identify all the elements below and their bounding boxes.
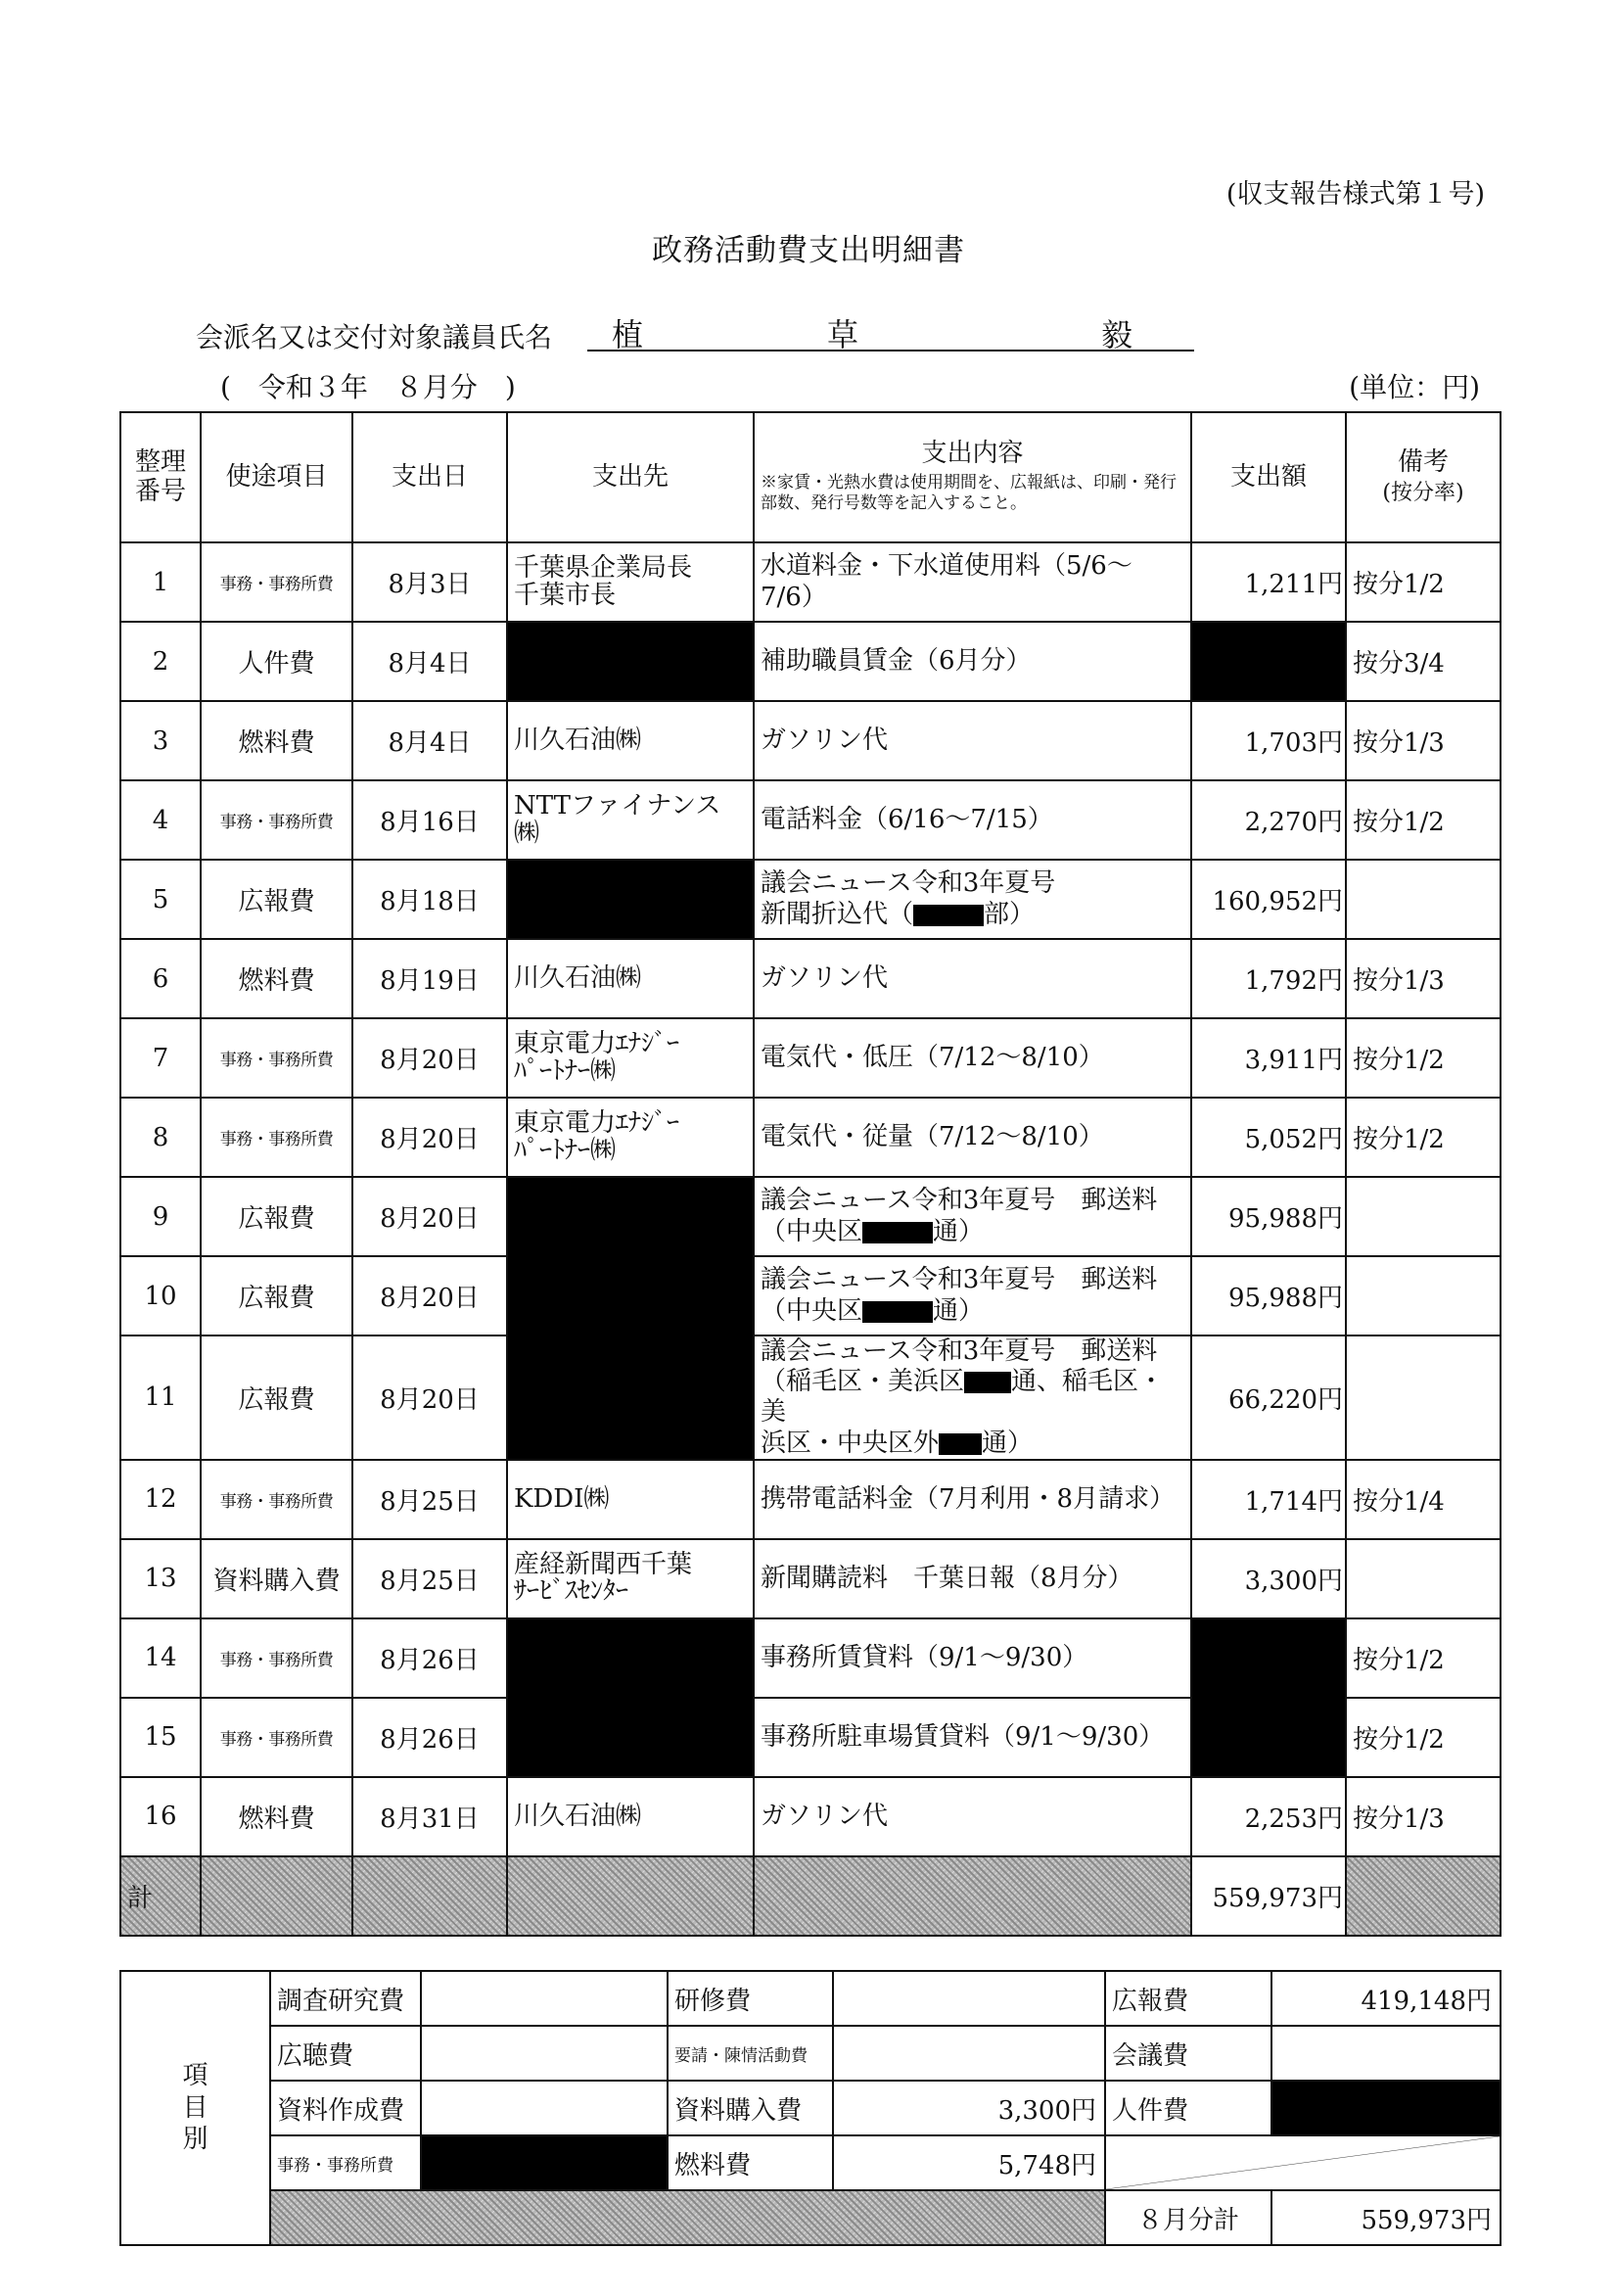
summary-month-total-label: ８月分計: [1105, 2190, 1271, 2245]
row-usage: 資料購入費: [201, 1539, 352, 1618]
total-amount: 559,973円: [1191, 1856, 1346, 1936]
row-number: 12: [120, 1460, 201, 1539]
redacted-payee: [507, 860, 754, 939]
row-usage: 広報費: [201, 1335, 352, 1460]
summary-label-research: 調査研究費: [270, 1971, 421, 2026]
redacted-payee: [507, 1177, 754, 1460]
diagonal-empty-cell: [1105, 2135, 1501, 2190]
row-usage: 事務・事務所費: [201, 1018, 352, 1098]
col-header-usage: 使途項目: [201, 412, 352, 542]
row-amount: 160,952円: [1191, 860, 1346, 939]
row-usage: 広報費: [201, 1177, 352, 1256]
table-row: [120, 542, 1501, 622]
summary-label-fuel: 燃料費: [668, 2135, 833, 2190]
row-description: 新聞購読料 千葉日報（8月分）: [754, 1539, 1191, 1618]
row-description: 事務所駐車場賃貸料（9/1～9/30）: [754, 1698, 1191, 1777]
row-number: 15: [120, 1698, 201, 1777]
row-usage: 人件費: [201, 622, 352, 701]
col-header-note-title: 備考: [1397, 446, 1449, 477]
row-number: 9: [120, 1177, 201, 1256]
row-date: 8月20日: [352, 1018, 507, 1098]
row-number: 16: [120, 1777, 201, 1856]
row-description: 水道料金・下水道使用料（5/6～7/6）: [754, 542, 1191, 622]
col-header-description: [754, 412, 1191, 542]
summary-label-doc-create: 資料作成費: [270, 2081, 421, 2135]
expense-table: [119, 411, 1502, 1937]
summary-month-total: 559,973円: [1271, 2190, 1501, 2245]
table-row: [120, 1460, 1501, 1539]
row-description-part: （中央区: [761, 1295, 863, 1326]
row-allocation-note: 按分1/4: [1346, 1460, 1501, 1539]
unit-label: (単位：円): [1349, 371, 1480, 403]
row-date: 8月25日: [352, 1460, 507, 1539]
row-payee: 川久石油㈱: [507, 939, 754, 1018]
row-amount: 1,792円: [1191, 939, 1346, 1018]
row-amount: 3,911円: [1191, 1018, 1346, 1098]
row-payee: NTTファイナンス ㈱: [507, 780, 754, 860]
row-date: 8月4日: [352, 701, 507, 780]
redacted-count: [862, 1301, 933, 1323]
row-allocation-note: 按分1/2: [1346, 542, 1501, 622]
row-allocation-note: 按分1/2: [1346, 1698, 1501, 1777]
hatched-cell: [1346, 1856, 1501, 1936]
row-allocation-note: [1346, 1539, 1501, 1618]
row-description-part: 議会ニュース令和3年夏号 郵送料: [761, 1265, 1158, 1295]
table-row: [120, 1177, 1501, 1256]
summary-label-petition: 要請・陳情活動費: [668, 2026, 833, 2081]
summary-label-doc-purchase: 資料購入費: [668, 2081, 833, 2135]
hatched-cell: [201, 1856, 352, 1936]
row-allocation-note: 按分3/4: [1346, 622, 1501, 701]
col-header-date: 支出日: [352, 412, 507, 542]
table-header-row: [120, 412, 1501, 542]
redacted-office-amount: [421, 2135, 668, 2190]
row-date: 8月31日: [352, 1777, 507, 1856]
row-payee: 東京電力ｴﾅｼﾞｰ ﾊﾟｰﾄﾅｰ㈱: [507, 1098, 754, 1177]
row-number: 4: [120, 780, 201, 860]
hatched-cell: [270, 2190, 1105, 2245]
col-header-description-title: 支出内容: [921, 439, 1024, 469]
row-allocation-note: [1346, 1256, 1501, 1335]
row-amount: 66,220円: [1191, 1335, 1346, 1460]
redacted-count: [939, 1433, 982, 1455]
row-allocation-note: 按分1/2: [1346, 1618, 1501, 1698]
row-amount: 1,211円: [1191, 542, 1346, 622]
summary-side-label: 項 目 別: [120, 1971, 270, 2245]
diagonal-line: [1106, 2136, 1500, 2189]
row-description: 事務所賃貸料（9/1～9/30）: [754, 1618, 1191, 1698]
col-header-payee: 支出先: [507, 412, 754, 542]
row-amount: 5,052円: [1191, 1098, 1346, 1177]
summary-value-doc-create: [421, 2081, 668, 2135]
row-usage: 燃料費: [201, 1777, 352, 1856]
row-description-part: 部）: [984, 899, 1036, 929]
row-date: 8月20日: [352, 1256, 507, 1335]
row-usage: 燃料費: [201, 701, 352, 780]
row-usage: 事務・事務所費: [201, 1698, 352, 1777]
total-row: [120, 1856, 1501, 1936]
report-period: ( 令和３年 ８月分 ): [220, 371, 516, 403]
summary-value-pr: 419,148円: [1271, 1971, 1501, 2026]
row-allocation-note: [1346, 1177, 1501, 1256]
row-description: 電話料金（6/16～7/15）: [754, 780, 1191, 860]
row-description: ガソリン代: [754, 701, 1191, 780]
table-row: [120, 1539, 1501, 1618]
row-payee: 川久石油㈱: [507, 1777, 754, 1856]
row-date: 8月4日: [352, 622, 507, 701]
row-description-part: 新聞折込代（: [761, 899, 914, 929]
table-row: [120, 939, 1501, 1018]
row-number: 8: [120, 1098, 201, 1177]
row-usage: 事務・事務所費: [201, 1618, 352, 1698]
row-usage: 事務・事務所費: [201, 542, 352, 622]
total-label: 計: [120, 1856, 201, 1936]
row-description-part: 浜区・中央区外: [761, 1428, 940, 1458]
row-description-part: 通）: [933, 1295, 985, 1326]
hatched-cell: [352, 1856, 507, 1936]
redacted-amount: [1191, 1618, 1346, 1777]
row-allocation-note: 按分1/2: [1346, 1098, 1501, 1177]
row-payee: 産経新聞西千葉 ｻｰﾋﾞｽｾﾝﾀｰ: [507, 1539, 754, 1618]
summary-value-fuel: 5,748円: [833, 2135, 1105, 2190]
row-amount: 1,714円: [1191, 1460, 1346, 1539]
row-amount: 1,703円: [1191, 701, 1346, 780]
table-row: [120, 701, 1501, 780]
row-payee: 千葉県企業局長 千葉市長: [507, 542, 754, 622]
row-number: 13: [120, 1539, 201, 1618]
row-description-part: （中央区: [761, 1216, 863, 1246]
member-name: [587, 306, 1194, 351]
row-number: 14: [120, 1618, 201, 1698]
hatched-cell: [754, 1856, 1191, 1936]
summary-value-training: [833, 1971, 1105, 2026]
row-number: 10: [120, 1256, 201, 1335]
redacted-count: [862, 1222, 933, 1243]
row-amount: 2,253円: [1191, 1777, 1346, 1856]
row-date: 8月20日: [352, 1177, 507, 1256]
row-description: ガソリン代: [754, 939, 1191, 1018]
row-payee: 東京電力ｴﾅｼﾞｰ ﾊﾟｰﾄﾅｰ㈱: [507, 1018, 754, 1098]
category-summary-table: [119, 1970, 1502, 2246]
row-date: 8月3日: [352, 542, 507, 622]
row-usage: 事務・事務所費: [201, 1098, 352, 1177]
row-amount: 95,988円: [1191, 1177, 1346, 1256]
summary-value-doc-purchase: 3,300円: [833, 2081, 1105, 2135]
summary-label-personnel: 人件費: [1105, 2081, 1271, 2135]
row-description-part: 通、稲毛区・美: [761, 1367, 1165, 1428]
row-date: 8月26日: [352, 1618, 507, 1698]
row-date: 8月25日: [352, 1539, 507, 1618]
summary-label-office: 事務・事務所費: [270, 2135, 421, 2190]
row-number: 5: [120, 860, 201, 939]
form-number: (収支報告様式第１号): [1225, 179, 1485, 210]
summary-label-training: 研修費: [668, 1971, 833, 2026]
row-payee: 川久石油㈱: [507, 701, 754, 780]
row-number: 11: [120, 1335, 201, 1460]
member-name-part: 草: [827, 316, 859, 353]
row-date: 8月16日: [352, 780, 507, 860]
row-allocation-note: 按分1/2: [1346, 1018, 1501, 1098]
row-usage: 広報費: [201, 1256, 352, 1335]
table-row: [120, 1335, 1501, 1460]
redacted-amount: [1191, 622, 1346, 701]
row-date: 8月18日: [352, 860, 507, 939]
row-description: [754, 1335, 1191, 1460]
row-description-part: 通）: [982, 1428, 1034, 1458]
row-allocation-note: 按分1/3: [1346, 1777, 1501, 1856]
redacted-payee: [507, 622, 754, 701]
table-row: [120, 1256, 1501, 1335]
row-allocation-note: 按分1/2: [1346, 780, 1501, 860]
row-amount: 2,270円: [1191, 780, 1346, 860]
member-name-part: 毅: [1101, 316, 1133, 353]
row-number: 2: [120, 622, 201, 701]
row-description-part: 議会ニュース令和3年夏号: [761, 868, 1056, 899]
summary-label-hearing: 広聴費: [270, 2026, 421, 2081]
table-row: [120, 1098, 1501, 1177]
row-number: 6: [120, 939, 201, 1018]
member-label: 会派名又は交付対象議員氏名: [196, 321, 553, 353]
table-row: [120, 780, 1501, 860]
row-description: ガソリン代: [754, 1777, 1191, 1856]
row-number: 1: [120, 542, 201, 622]
row-allocation-note: [1346, 860, 1501, 939]
redacted-count: [964, 1372, 1011, 1393]
summary-value-hearing: [421, 2026, 668, 2081]
row-description: [754, 1177, 1191, 1256]
page-title: 政務活動費支出明細書: [652, 233, 965, 268]
table-row: [120, 1018, 1501, 1098]
col-header-description-note: ※家賃・光熱水費は使用期間を、広報紙は、印刷・発行部数、発行号数等を記入すること。: [761, 473, 1177, 514]
row-usage: 広報費: [201, 860, 352, 939]
summary-value-research: [421, 1971, 668, 2026]
hatched-cell: [507, 1856, 754, 1936]
row-allocation-note: [1346, 1335, 1501, 1460]
row-usage: 事務・事務所費: [201, 1460, 352, 1539]
row-amount: 95,988円: [1191, 1256, 1346, 1335]
summary-label-meeting: 会議費: [1105, 2026, 1271, 2081]
col-header-amount: 支出額: [1191, 412, 1346, 542]
row-date: 8月19日: [352, 939, 507, 1018]
row-description-part: 通）: [933, 1216, 985, 1246]
row-allocation-note: 按分1/3: [1346, 701, 1501, 780]
col-header-no: 整理番号: [120, 412, 201, 542]
row-description: 電気代・従量（7/12～8/10）: [754, 1098, 1191, 1177]
redacted-payee: [507, 1618, 754, 1777]
summary-value-petition: [833, 2026, 1105, 2081]
row-description: 補助職員賃金（6月分）: [754, 622, 1191, 701]
row-description-part: （稲毛区・美浜区: [761, 1367, 965, 1397]
redacted-personnel-amount: [1271, 2081, 1501, 2135]
table-row: [120, 1618, 1501, 1698]
row-usage: 事務・事務所費: [201, 780, 352, 860]
summary-label-pr: 広報費: [1105, 1971, 1271, 2026]
table-row: [120, 622, 1501, 701]
row-amount: 3,300円: [1191, 1539, 1346, 1618]
table-row: [120, 1777, 1501, 1856]
member-name-part: 植: [612, 316, 644, 353]
summary-value-meeting: [1271, 2026, 1501, 2081]
row-description-part: 議会ニュース令和3年夏号 郵送料: [761, 1186, 1158, 1216]
row-description: [754, 1256, 1191, 1335]
row-number: 7: [120, 1018, 201, 1098]
row-description: 電気代・低圧（7/12～8/10）: [754, 1018, 1191, 1098]
col-header-note: [1346, 412, 1501, 542]
table-row: [120, 860, 1501, 939]
row-allocation-note: 按分1/3: [1346, 939, 1501, 1018]
row-usage: 燃料費: [201, 939, 352, 1018]
row-date: 8月20日: [352, 1098, 507, 1177]
row-description-part: 議会ニュース令和3年夏号 郵送料: [761, 1336, 1158, 1366]
col-header-note-sub: (按分率): [1382, 480, 1464, 505]
redacted-count: [913, 905, 984, 926]
row-number: 3: [120, 701, 201, 780]
row-description: 携帯電話料金（7月利用・8月請求）: [754, 1460, 1191, 1539]
row-date: 8月26日: [352, 1698, 507, 1777]
row-description: [754, 860, 1191, 939]
row-payee: KDDI㈱: [507, 1460, 754, 1539]
row-date: 8月20日: [352, 1335, 507, 1460]
